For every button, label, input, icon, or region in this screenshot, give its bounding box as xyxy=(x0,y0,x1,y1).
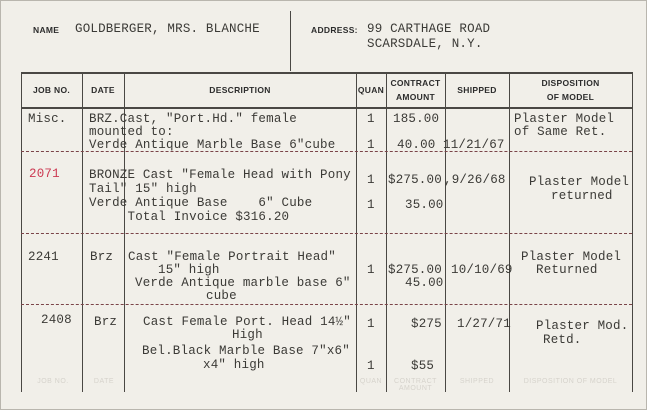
bleed-quan: QUAN xyxy=(359,378,383,385)
row1-desc-line2: mounted to: xyxy=(89,125,174,139)
row2-disposition-2: returned xyxy=(551,189,613,203)
row4-desc-line1: Cast Female Port. Head 14½" xyxy=(143,315,351,329)
name-label: NAME xyxy=(33,25,60,35)
row4-date: Brz xyxy=(94,315,118,329)
row4-quan-2: 1 xyxy=(367,359,375,373)
row2-amount-1: $275.00 xyxy=(388,173,442,187)
address-label: ADDRESS: xyxy=(311,25,358,35)
col-header-date: DATE xyxy=(91,85,115,95)
row3-separator xyxy=(21,304,632,305)
row3-job-no: 2241 xyxy=(28,250,59,264)
row4-job-no: 2408 xyxy=(41,313,72,327)
row2-quan-1: 1 xyxy=(367,173,375,187)
row3-shipped: 10/10/69 xyxy=(451,263,513,277)
row4-amount-1: $275 xyxy=(411,317,442,331)
row3-disposition-1: Plaster Model xyxy=(521,250,622,264)
header-bottom-rule xyxy=(21,107,632,109)
address-line1: 99 CARTHAGE ROAD xyxy=(367,22,491,36)
row2-quan-2: 1 xyxy=(367,198,375,212)
row4-quan-1: 1 xyxy=(367,317,375,331)
col-header-contract: CONTRACT xyxy=(390,78,441,88)
col-divider-4 xyxy=(356,72,357,392)
col-divider-8 xyxy=(632,72,633,392)
row3-disposition-2: Returned xyxy=(536,263,598,277)
col-header-of-model: OF MODEL xyxy=(546,92,595,102)
row2-desc-line4: Total Invoice $316.20 xyxy=(89,210,290,224)
row1-disposition-2: of Same Ret. xyxy=(514,125,607,139)
row3-desc-line4: cube xyxy=(206,289,237,303)
bleed-date: DATE xyxy=(93,378,115,385)
row3-date: Brz xyxy=(90,250,114,264)
row1-quan-1: 1 xyxy=(367,112,375,126)
name-address-divider xyxy=(290,11,291,71)
row1-desc-line1: BRZ.Cast, "Port.Hd." female xyxy=(89,112,297,126)
row2-amount-2: 35.00 xyxy=(405,198,444,212)
row1-desc-line3: Verde Antique Marble Base 6"cube xyxy=(89,138,336,152)
row1-disposition-1: Plaster Model xyxy=(514,112,615,126)
row1-job-no: Misc. xyxy=(28,112,67,126)
row1-shipped: 11/21/67 xyxy=(443,138,505,152)
row3-desc-line3: Verde Antique marble base 6" xyxy=(135,276,351,290)
row3-amount-2: 45.00 xyxy=(405,276,444,290)
row2-shipped: ,9/26/68 xyxy=(444,173,506,187)
table-top-rule xyxy=(21,72,632,74)
col-divider-6 xyxy=(445,72,446,392)
row4-desc-line2: High xyxy=(232,328,263,342)
row3-desc-line1: Cast "Female Portrait Head" xyxy=(128,250,336,264)
col-header-quan: QUAN xyxy=(357,85,385,95)
row1-amount-2: 40.00 xyxy=(397,138,436,152)
row4-desc-line4: x4" high xyxy=(203,358,265,372)
col-header-description: DESCRIPTION xyxy=(209,85,271,95)
row2-disposition-1: Plaster Model xyxy=(529,175,630,189)
row4-disposition-2: Retd. xyxy=(543,333,582,347)
name-value: GOLDBERGER, MRS. BLANCHE xyxy=(75,22,260,36)
col-header-shipped: SHIPPED xyxy=(457,85,497,95)
bleed-contract: CONTRACT AMOUNT xyxy=(394,378,437,392)
row3-amount-1: $275.00 xyxy=(388,263,442,277)
col-divider-5 xyxy=(386,72,387,392)
col-divider-1 xyxy=(21,72,22,392)
row1-amount-1: 185.00 xyxy=(393,112,440,126)
row4-desc-line3: Bel.Black Marble Base 7"x6" xyxy=(142,344,350,358)
row4-amount-2: $55 xyxy=(411,359,435,373)
col-header-job-no: JOB NO. xyxy=(32,85,71,95)
row2-desc-line1: BRONZE Cast "Female Head with Pony xyxy=(89,168,351,182)
row2-job-no: 2071 xyxy=(29,167,60,181)
row2-separator xyxy=(21,233,632,234)
row1-quan-2: 1 xyxy=(367,138,375,152)
col-header-disposition: DISPOSITION xyxy=(541,78,600,88)
col-divider-2 xyxy=(82,72,83,392)
row2-desc-line3: Verde Antique Base 6" Cube xyxy=(89,196,313,210)
col-header-amount: AMOUNT xyxy=(395,92,436,102)
row4-disposition-1: Plaster Mod. xyxy=(536,319,629,333)
row4-shipped: 1/27/71 xyxy=(457,317,511,331)
row1-separator xyxy=(21,151,632,152)
row2-desc-line2: Tail" 15" high xyxy=(89,182,197,196)
bleed-job-no: JOB NO. xyxy=(37,378,69,385)
row3-desc-line2: 15" high xyxy=(158,263,220,277)
bleed-shipped: SHIPPED xyxy=(459,378,495,385)
col-divider-7 xyxy=(509,72,510,392)
address-line2: SCARSDALE, N.Y. xyxy=(367,37,483,51)
bleed-disposition: DISPOSITION OF MODEL xyxy=(523,378,618,385)
row3-quan: 1 xyxy=(367,263,375,277)
